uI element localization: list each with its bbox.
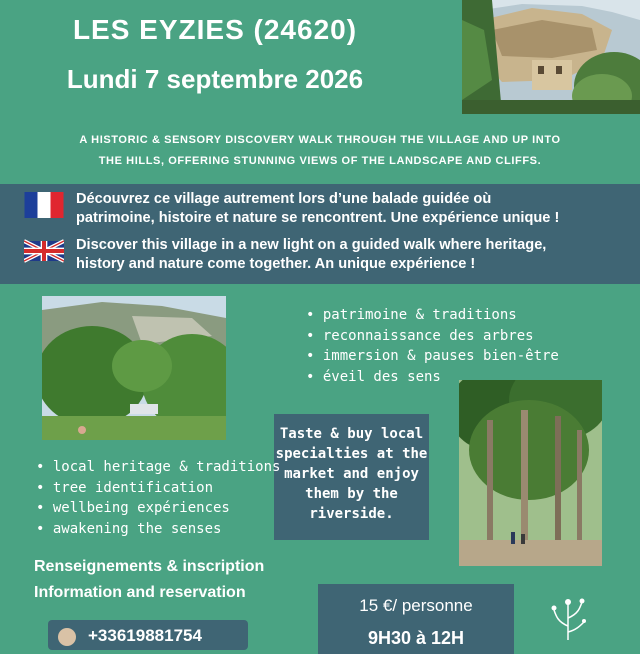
- features-fr-list: [306, 305, 559, 387]
- list-item: • reconnaissance des arbres: [306, 326, 559, 347]
- france-flag-icon: [24, 192, 64, 218]
- list-item: • tree identification: [36, 478, 280, 499]
- market-line-1: Taste & buy local: [279, 426, 424, 442]
- list-item: • éveil des sens: [306, 367, 559, 388]
- market-info-box: [274, 414, 429, 540]
- description-fr: [24, 190, 624, 228]
- contact-heading-en: Information and reservation: [34, 584, 246, 601]
- market-line-4: them by the: [305, 486, 398, 502]
- price-time: 9H30 à 12H: [367, 628, 465, 648]
- phone-number[interactable]: +33619881754: [88, 626, 202, 645]
- phone-box: [48, 620, 248, 650]
- list-item: • wellbeing expériences: [36, 498, 280, 519]
- phone-icon: [58, 628, 76, 646]
- description-fr-line-2: patrimoine, histoire et nature se rencontrent. Une expérience unique !: [76, 210, 560, 226]
- market-line-3: market and enjoy: [284, 466, 419, 482]
- description-band: [0, 184, 640, 284]
- list-item: • patrimoine & traditions: [306, 305, 559, 326]
- description-en-line-2: history and nature come together. An unique expérience !: [76, 256, 476, 272]
- price-box: [318, 584, 514, 654]
- contact-heading-fr: Renseignements & inscription: [34, 558, 265, 575]
- tagline-line-1: A HISTORIC & SENSORY DISCOVERY WALK THROUGH THE VILLAGE AND UP INTO: [79, 134, 561, 146]
- description-fr-line-1: Découvrez ce village autrement lors d’une balade guidée où: [76, 191, 492, 207]
- features-en-list: [36, 457, 280, 539]
- tall-trees-photo: [459, 380, 602, 566]
- list-item: • local heritage & traditions: [36, 457, 280, 478]
- tagline-line-2: THE HILLS, OFFERING STUNNING VIEWS OF THE LANDSCAPE AND CLIFFS.: [98, 155, 542, 167]
- page-title: LES EYZIES (24620): [72, 14, 358, 45]
- market-line-2: specialties at the: [275, 446, 428, 462]
- flower-sprig-icon: [548, 596, 588, 640]
- event-date: Lundi 7 septembre 2026: [66, 64, 364, 94]
- price-label: 15 €/ personne: [359, 596, 473, 615]
- description-en: [24, 236, 624, 274]
- uk-flag-icon: [24, 238, 64, 264]
- tagline: [0, 130, 640, 172]
- cliff-village-photo: [462, 0, 640, 114]
- market-line-5: riverside.: [309, 506, 394, 522]
- list-item: • awakening the senses: [36, 519, 280, 540]
- river-valley-photo: [42, 296, 226, 440]
- list-item: • immersion & pauses bien-être: [306, 346, 559, 367]
- description-en-line-1: Discover this village in a new light on a guided walk where heritage,: [76, 237, 547, 253]
